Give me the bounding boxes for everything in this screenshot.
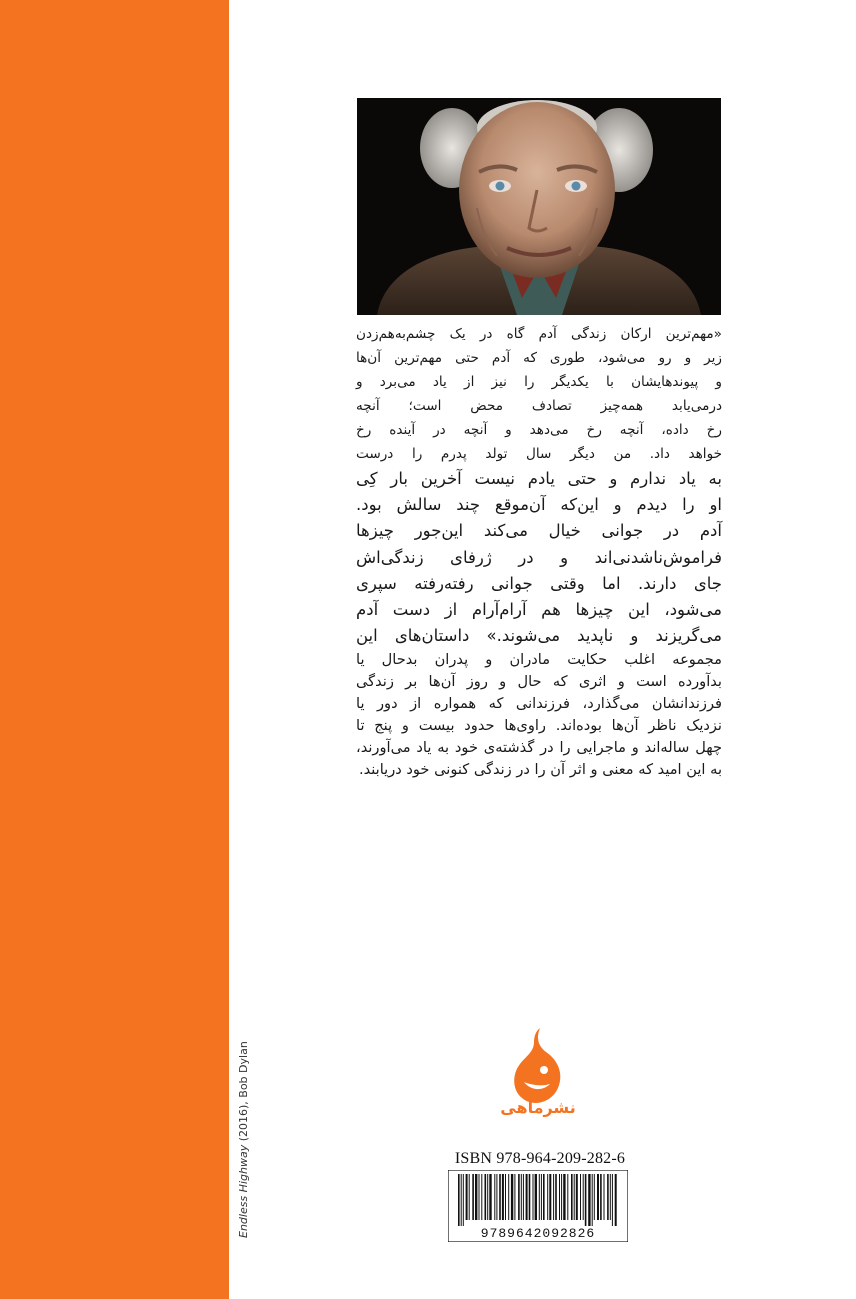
blurb-line: آدم در جوانی خیال می‌کند این‌جور چیزها <box>356 521 722 541</box>
barcode-bar <box>533 1174 534 1220</box>
barcode-bar <box>607 1174 609 1220</box>
barcode-bar <box>588 1174 590 1226</box>
blurb-line: نزدیک ناظر آن‌ها بوده‌اند. راوی‌ها حدود بیست و پنج تا <box>356 717 722 735</box>
barcode-bar <box>549 1174 551 1220</box>
barcode-bar <box>541 1174 542 1220</box>
barcode-bar <box>529 1174 531 1220</box>
barcode-bar <box>487 1174 488 1220</box>
barcode-bar <box>553 1174 554 1220</box>
barcode-bar <box>535 1174 537 1220</box>
barcode-bar <box>585 1174 587 1226</box>
author-photo <box>357 98 721 315</box>
barcode-bar <box>489 1174 491 1220</box>
blurb-line: می‌شود، این چیزها هم آرام‌آرام از دست آدم <box>356 600 722 620</box>
barcode-bar <box>597 1174 599 1220</box>
author-portrait-icon <box>357 98 721 315</box>
barcode-bar <box>496 1174 497 1220</box>
barcode-bar <box>592 1174 593 1226</box>
barcode-bar <box>539 1174 540 1220</box>
barcode-bar <box>458 1174 460 1226</box>
barcode-bar <box>508 1174 509 1220</box>
isbn-label: ISBN 978-964-209-282-6 <box>454 1150 626 1167</box>
barcode-bar <box>576 1174 578 1220</box>
barcode-bar <box>610 1174 611 1220</box>
blurb-line: و پیوندهایشان با یکدیگر را نیز از یاد می‌برد و <box>356 374 722 390</box>
credit-artwork-title: Endless Highway <box>237 1144 250 1238</box>
barcode-bar <box>518 1174 520 1220</box>
blurb-line: به یاد ندارم و حتی یادم نیست آخرین بار کِی <box>356 469 722 488</box>
credit-artist: (2016), Bob Dylan <box>237 1041 250 1145</box>
blurb-line: رخ داده، آنچه رخ می‌دهد و آنچه در آینده رخ <box>356 422 722 438</box>
barcode-bar <box>514 1174 515 1220</box>
barcode-bar <box>521 1174 522 1220</box>
barcode-bar <box>604 1174 605 1220</box>
barcode-bar <box>466 1174 468 1220</box>
barcode-bar <box>472 1174 474 1220</box>
cover-art-credit <box>236 1028 252 1238</box>
barcode-bar <box>574 1174 575 1220</box>
barcode-bar <box>571 1174 573 1220</box>
barcode-bar <box>469 1174 470 1220</box>
barcode-bar <box>594 1174 595 1220</box>
orange-spine-panel <box>0 0 229 1299</box>
blurb-line: بدآورده است و اثری که حال و روز آن‌ها بر زندگی <box>356 673 722 691</box>
barcode-bar <box>505 1174 506 1220</box>
blurb-line: او را دیدم و این‌که آن‌موقع چند سالش بود. <box>356 495 722 515</box>
barcode-bar <box>463 1174 464 1226</box>
barcode-bar <box>543 1174 545 1220</box>
barcode-bar <box>526 1174 528 1220</box>
barcode-bar <box>563 1174 565 1220</box>
blurb-line: فراموش‌ناشدنی‌اند و در ژرفای زندگی‌اش <box>356 547 722 567</box>
barcode-bar <box>494 1174 495 1220</box>
barcode-digits: 9789642092826 <box>480 1226 596 1241</box>
back-cover-blurb <box>356 322 722 781</box>
publisher-name: نشرماهی <box>500 1098 576 1117</box>
barcode-bar <box>461 1174 462 1226</box>
barcode-bar <box>583 1174 584 1220</box>
barcode-bar <box>561 1174 562 1220</box>
blurb-line: زیر و رو می‌شود، طوری که آدم حتی مهم‌ترین آن‌ها <box>356 350 722 366</box>
barcode-bar <box>502 1174 504 1220</box>
barcode-bar <box>481 1174 482 1220</box>
barcode-bar <box>547 1174 548 1220</box>
isbn-barcode <box>448 1170 628 1242</box>
blurb-line: به این امید که معنی و اثر آن را در زندگی کنونی خود دریابند. <box>358 761 722 779</box>
barcode-bar <box>523 1174 524 1220</box>
barcode-bar <box>600 1174 602 1220</box>
blurb-line: درمی‌یابد همه‌چیز تصادف محض است؛ آنچه <box>356 398 722 414</box>
barcode-bar <box>580 1174 581 1220</box>
blurb-line: مجموعه اغلب حکایت مادران و پدران بدحال یا <box>356 651 722 669</box>
blurb-line: «مهم‌ترین ارکان زندگی آدم گاه در یک چشم‌به‌هم‌زدن <box>356 326 722 342</box>
blurb-line: می‌گریزند و ناپدید می‌شوند.» داستان‌های این <box>356 626 722 646</box>
blurb-line: جای دارند. اما وقتی جوانی رفته‌رفته سپری <box>356 573 722 593</box>
barcode-bar <box>499 1174 501 1220</box>
barcode-bar <box>567 1174 568 1220</box>
barcode-bar <box>559 1174 560 1220</box>
barcode-bar <box>615 1174 617 1226</box>
barcode-bar <box>485 1174 487 1220</box>
barcode-bar <box>612 1174 613 1226</box>
blurb-line: فرزندانشان می‌گذارد، فرزندانی که همواره از دور یا <box>356 695 722 713</box>
blurb-line: چهل ساله‌اند و ماجرایی را در گذشته‌ی خود به یاد می‌آورند، <box>356 739 722 757</box>
barcode-bar <box>475 1174 477 1220</box>
blurb-line: خواهد داد. من دیگر سال تولد پدرم را درست <box>356 446 722 462</box>
barcode-bar <box>479 1174 480 1220</box>
barcode-bar <box>511 1174 513 1220</box>
barcode-bar <box>555 1174 557 1220</box>
